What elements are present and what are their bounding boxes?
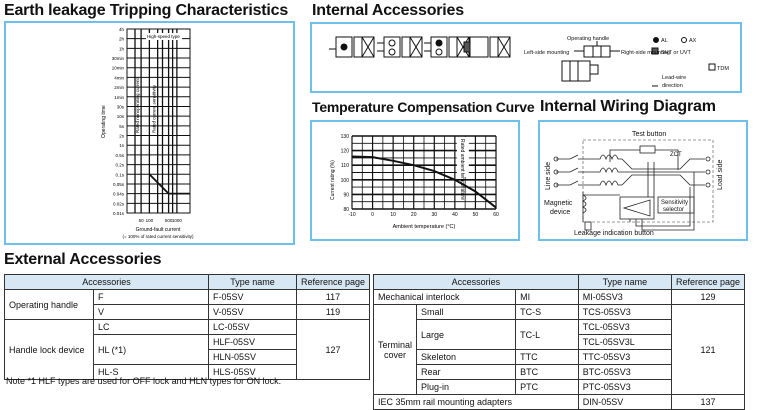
magnetic-label: Magnetic [544,200,573,207]
cell: F-05SV [209,290,297,305]
cell: 137 [671,395,744,410]
wiring-diagram [540,122,746,239]
cell: LC [94,320,209,335]
cell: HLN-05SV [209,350,297,365]
cell: TC-L [516,320,579,350]
y-tick-label: 0.05s [112,181,124,187]
y-tick-label: 100 [340,177,349,184]
x-tick-label: 10 [390,212,396,218]
cell: TTC [516,350,579,365]
x-tick-label: 60 [493,212,499,218]
cell: HL (*1) [94,335,209,365]
accessory-diagrams [312,24,740,91]
legend-tdm: TDM [717,66,729,72]
y-tick-label: 30min [111,56,124,62]
y-tick-label: 1min [114,94,124,100]
cell: V [94,305,209,320]
cell: V-05SV [209,305,297,320]
cell: Rear [417,365,516,380]
y-tick-label: 110 [341,163,349,170]
y-tick-label: 120 [340,148,349,155]
col-accessories: Accessories [374,275,579,290]
accessories-table-left [4,274,370,380]
internal-accessories-box [310,22,742,93]
cell: TCS-05SV3 [578,305,671,320]
x-tick-label: 100 [145,218,154,223]
y-axis-label: Operating time [101,105,107,138]
x-tick-label: 1000 [171,218,182,223]
cell: F [94,290,209,305]
x-tick-label: 20 [410,212,417,218]
cell: HLF-05SV [209,335,297,350]
x-axis-label2: (= 100% of rated current sensitivity) [122,234,194,239]
cell: TCL-05SV3 [578,320,671,335]
lead-wire-label: Lead-wire [662,75,687,81]
cell: Mechanical interlock [374,290,516,305]
y-tick-label: 10s [116,114,124,120]
x-tick-label: 0 [371,212,374,218]
legend-ax: AX [689,38,697,44]
earth-chart [6,23,293,243]
cell: HLS-05SV [209,365,297,380]
table-row [5,290,370,305]
mounting-diagram [562,38,715,87]
x-tick-label: 30 [431,212,438,218]
operating-handle-label: Operating handle [567,36,610,42]
y-tick-label: 2h [118,36,124,42]
cell: PTC-05SV3 [578,380,671,395]
x-tick-label: -10 [348,212,356,218]
cell: IEC 35mm rail mounting adapters [374,395,579,410]
left-mount-label: Left-side mounting [524,50,570,56]
cell: Large [417,320,516,350]
al-symbol [329,37,374,57]
y-tick-label: 5s [119,123,124,129]
wiring-box [538,120,748,241]
internal-title: Internal Accessories [312,2,464,19]
cell: TCL-05SV3L [578,335,671,350]
device-label: device [550,209,571,216]
external-title: External Accessories [4,251,162,268]
earth-title: Earth leakage Tripping Characteristics [4,2,289,19]
temp-chart [312,122,518,239]
x-tick-label: 50 [138,218,144,223]
y-tick-label: 1s [119,143,124,149]
legend-al: AL [661,38,668,44]
y-tick-label: 2min [114,85,124,91]
col-type: Type name [578,275,671,290]
sht-symbol [464,37,510,57]
cell: 127 [296,320,369,380]
test-button-label: Test button [632,131,667,138]
cell: Operating handle [5,290,94,320]
earth-chart-box [4,21,295,245]
col-page: Reference page [296,275,369,290]
cell: Plug-in [417,380,516,395]
table-note: Note *1 HLF types are used for OFF lock and HLN types for ON lock. [6,376,282,386]
y-axis-label: Current rating (%) [330,160,336,200]
cell: Terminal cover [374,305,417,395]
temp-chart-box [310,120,520,241]
lead-wire-label2: direction [662,83,683,89]
y-tick-label: 0.02s [112,201,124,207]
y-tick-label: 0.5s [115,152,124,158]
y-tick-label: 0.2s [115,162,124,168]
wiring-title: Internal Wiring Diagram [540,98,716,115]
cell: HL-S [94,365,209,380]
cell: Skeleton [417,350,516,365]
cell: BTC-05SV3 [578,365,671,380]
line-side-label: Line side [545,161,552,190]
y-tick-label: 1h [118,46,124,52]
selector-label: selector [663,207,685,213]
table-row [5,320,370,335]
col-type: Type name [209,275,297,290]
leakage-label: Leakage indication button [574,230,654,237]
cell: Handle lock device [5,320,94,380]
cell: 119 [296,305,369,320]
y-tick-label: 80 [343,207,349,213]
annotation-rated-ambient: Rated ambient temperature [458,139,465,200]
cell: BTC [516,365,579,380]
y-tick-label: 30s [116,104,124,110]
x-tick-label: 40 [452,212,458,218]
load-side-label: Load side [717,159,724,190]
y-tick-label: 2s [119,133,124,139]
col-accessories: Accessories [5,275,209,290]
y-tick-label: 10min [111,65,124,71]
cell: MI-05SV3 [578,290,671,305]
x-axis-label: Ambient temperature (°C) [392,224,456,230]
right-mount-label: Right-side mounting [621,50,670,56]
zct-label: ZCT [670,152,682,158]
cell: DIN-05SV [578,395,671,410]
table-row [374,395,745,410]
col-page: Reference page [671,275,744,290]
legend-sht: SHT or UVT [661,50,691,56]
cell: 129 [671,290,744,305]
y-tick-label: 0.01s [112,211,124,216]
accessories-table-right [373,274,745,410]
cell: 117 [296,290,369,305]
cell: LC-05SV [209,320,297,335]
annotation-sensitivity: Rated current sensitivity [151,84,157,133]
y-tick-label: 4min [114,75,124,81]
cell: 121 [671,305,744,395]
x-tick-label: 50 [472,212,479,218]
cell: Small [417,305,516,320]
y-tick-label: 90 [343,192,349,199]
cell: MI [516,290,579,305]
y-tick-label: 130 [340,134,349,140]
x-axis-label: Ground-fault current [135,227,181,233]
temp-title: Temperature Compensation Curve [312,99,535,115]
cell: TTC-05SV3 [578,350,671,365]
table-row [374,290,745,305]
sensitivity-label: Sensitivity [661,200,689,206]
annotation-nonoperating: Rated nonoperating current [135,78,141,133]
cell: TC-S [516,305,579,320]
y-tick-label: 0.04s [112,191,124,197]
table-row [374,305,745,320]
annotation-high-speed: High-speed type [147,34,180,39]
x-tick-label: 500 [164,218,173,223]
ax-symbol [377,37,422,57]
cell: PTC [516,380,579,395]
al-ax-symbol [424,37,469,57]
y-tick-label: 0.1s [115,172,124,178]
y-tick-label: 4h [118,27,124,32]
phase-lines [554,155,710,187]
